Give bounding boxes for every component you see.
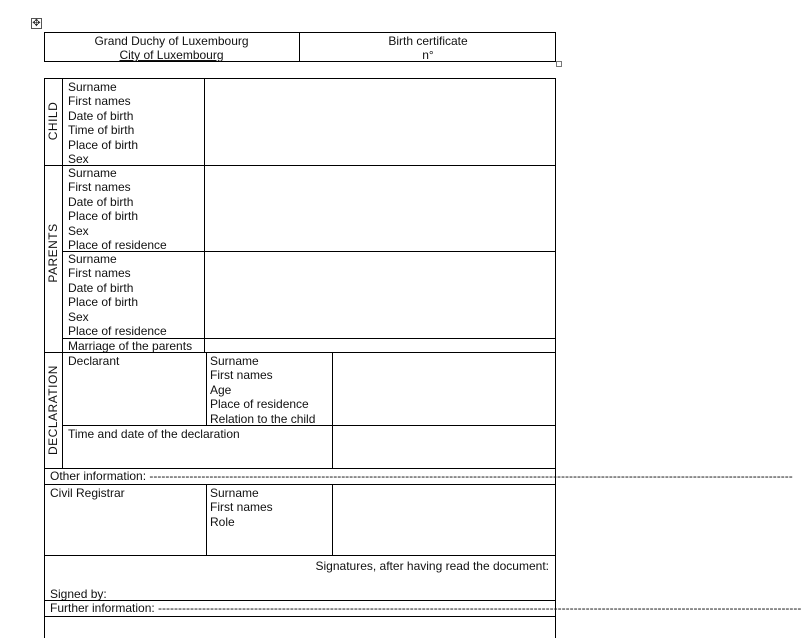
child-sex-label: Sex [68, 151, 89, 166]
declarant-divider-2 [332, 352, 333, 468]
declarant-first-names-label: First names [210, 368, 273, 383]
registrar-surname-label: Surname [210, 486, 259, 500]
parent1-date-of-birth-label: Date of birth [68, 194, 134, 209]
parent1-place-of-residence-label: Place of residence [68, 237, 167, 252]
declarant-row [68, 354, 119, 368]
declarant-label: Declarant [68, 354, 120, 368]
parents-section-bottom [44, 352, 556, 353]
child-surname-label: Surname [68, 80, 117, 94]
registrar-fields [210, 486, 273, 529]
authority-name: Grand Duchy of Luxembourg [94, 34, 249, 48]
declarant-fields [210, 354, 315, 426]
section-label-declaration: DECLARATION [46, 365, 60, 455]
parent2-surname-label: Surname [68, 252, 117, 266]
section-label-parents: PARENTS [46, 223, 60, 283]
declarant-age-label: Age [210, 382, 232, 397]
parent2-date-of-birth-label: Date of birth [68, 280, 134, 295]
registrar-row [50, 486, 125, 500]
child-first-names-label: First names [68, 94, 131, 109]
parent2-place-of-birth-label: Place of birth [68, 295, 139, 310]
child-place-of-birth-label: Place of birth [68, 137, 139, 152]
header-right-cell [300, 34, 556, 62]
declarant-divider-1 [206, 352, 207, 425]
section-column-divider [62, 78, 63, 468]
table-move-handle-icon[interactable]: ✥ [32, 18, 41, 29]
registrar-bottom [44, 555, 556, 556]
label-value-divider [204, 78, 205, 352]
signed-by-label: Signed by: [50, 587, 107, 601]
certificate-number-label: n° [422, 48, 434, 62]
parent1-first-names-label: First names [68, 180, 131, 195]
parent2-sex-label: Sex [68, 309, 89, 324]
further-information-label: Further information: [50, 601, 159, 615]
other-information-label: Other information: [50, 469, 150, 483]
declarant-relation-label: Relation to the child [210, 411, 316, 426]
time-date-row [68, 427, 240, 441]
civil-registrar-label: Civil Registrar [50, 486, 125, 500]
table-resize-handle[interactable] [556, 61, 562, 67]
parent1-sex-label: Sex [68, 223, 89, 238]
parent1-place-of-birth-label: Place of birth [68, 209, 139, 224]
registrar-first-names-label: First names [210, 500, 273, 515]
declarant-bottom [62, 425, 556, 426]
parent2-fields [68, 252, 167, 338]
declarant-place-of-residence-label: Place of residence [210, 397, 309, 412]
time-date-declaration-label: Time and date of the declaration [68, 427, 240, 441]
further-information-bottom [44, 616, 556, 617]
parent1-surname-label: Surname [68, 166, 117, 180]
child-time-of-birth-label: Time of birth [68, 123, 135, 138]
further-information-dashes: ----------------------------------------------------------------------------------------------------------------------------------------------------------------- [158, 601, 801, 615]
parent2-place-of-residence-label: Place of residence [68, 323, 167, 338]
child-date-of-birth-label: Date of birth [68, 108, 134, 123]
further-information-row [50, 601, 801, 615]
child-fields [68, 80, 138, 166]
header-left-cell [44, 34, 299, 62]
parent2-first-names-label: First names [68, 266, 131, 281]
registrar-role-label: Role [210, 514, 235, 529]
registrar-divider-1 [206, 484, 207, 555]
marriage-of-parents-label: Marriage of the parents [68, 339, 193, 353]
parent1-fields [68, 166, 167, 252]
registrar-divider-2 [332, 484, 333, 555]
other-information-bottom [44, 484, 556, 485]
declarant-surname-label: Surname [210, 354, 259, 368]
signatures-label: Signatures, after having read the document: [315, 559, 549, 573]
document-title: Birth certificate [388, 34, 468, 48]
section-label-child: CHILD [46, 101, 60, 141]
city-name: City of Luxembourg [119, 48, 224, 62]
other-information-dashes: ----------------------------------------------------------------------------------------------------------------------------------------------------------------- [149, 469, 793, 483]
other-information-row [50, 469, 793, 483]
